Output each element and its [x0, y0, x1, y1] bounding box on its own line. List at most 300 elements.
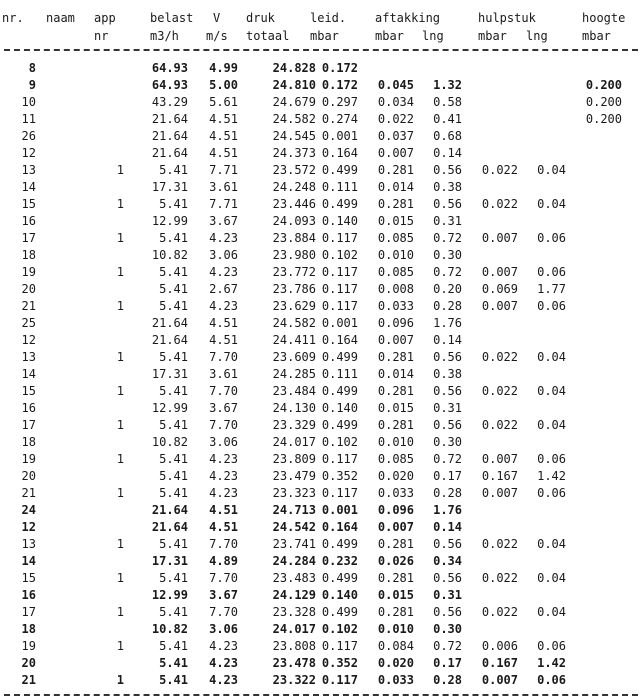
cell-aftakking-lng: 0.56 — [433, 163, 462, 177]
cell-leiding: 0.164 — [321, 520, 358, 534]
cell-hulpstuk-lng: 0.06 — [537, 452, 566, 466]
cell-belast: 5.41 — [159, 418, 188, 432]
header-leid-unit: mbar — [310, 29, 339, 43]
footer-divider — [4, 694, 638, 696]
cell-aftakking-mbar: 0.007 — [377, 520, 414, 534]
header-nr: nr. — [2, 11, 24, 25]
cell-druk-totaal: 24.373 — [272, 146, 316, 160]
cell-aftakking-lng: 0.72 — [433, 265, 462, 279]
cell-leiding: 0.111 — [321, 367, 358, 381]
cell-aftakking-lng: 0.30 — [433, 622, 462, 636]
table-row — [0, 247, 640, 264]
cell-aftakking-mbar: 0.096 — [377, 316, 414, 330]
header-druk: druk — [246, 11, 275, 25]
cell-belast: 5.41 — [159, 163, 188, 177]
cell-belast: 5.41 — [159, 486, 188, 500]
cell-aftakking-lng: 0.72 — [433, 452, 462, 466]
cell-velocity: 3.06 — [209, 248, 238, 262]
cell-velocity: 3.06 — [209, 435, 238, 449]
cell-aftakking-lng: 0.31 — [433, 401, 462, 415]
cell-aftakking-lng: 0.20 — [433, 282, 462, 296]
cell-druk-totaal: 24.093 — [272, 214, 316, 228]
cell-aftakking-lng: 0.28 — [433, 486, 462, 500]
cell-nr: 21 — [21, 486, 36, 500]
header-aftakking-lng: lng — [422, 29, 444, 43]
cell-aftakking-lng: 0.34 — [433, 554, 462, 568]
cell-hulpstuk-mbar: 0.007 — [481, 231, 518, 245]
table-row — [0, 485, 640, 502]
cell-velocity: 4.51 — [209, 333, 238, 347]
cell-aftakking-mbar: 0.085 — [377, 265, 414, 279]
cell-velocity: 7.70 — [209, 537, 238, 551]
cell-aftakking-lng: 0.28 — [433, 673, 462, 687]
cell-aftakking-lng: 0.38 — [433, 367, 462, 381]
cell-druk-totaal: 23.609 — [272, 350, 316, 364]
cell-velocity: 3.61 — [209, 367, 238, 381]
cell-leiding: 0.102 — [321, 622, 358, 636]
cell-leiding: 0.164 — [321, 333, 358, 347]
cell-velocity: 4.51 — [209, 520, 238, 534]
cell-app-nr: 1 — [116, 486, 124, 500]
cell-belast: 43.29 — [151, 95, 188, 109]
table-row — [0, 655, 640, 672]
cell-aftakking-lng: 1.76 — [433, 503, 462, 517]
cell-hulpstuk-mbar: 0.007 — [481, 452, 518, 466]
cell-aftakking-mbar: 0.037 — [377, 129, 414, 143]
cell-aftakking-mbar: 0.034 — [377, 95, 414, 109]
cell-hulpstuk-mbar: 0.167 — [481, 656, 518, 670]
cell-aftakking-mbar: 0.014 — [377, 367, 414, 381]
cell-hulpstuk-lng: 1.42 — [537, 469, 566, 483]
cell-velocity: 7.70 — [209, 350, 238, 364]
cell-belast: 5.41 — [159, 384, 188, 398]
cell-druk-totaal: 23.329 — [272, 418, 316, 432]
cell-druk-totaal: 24.285 — [272, 367, 316, 381]
table-row — [0, 434, 640, 451]
cell-aftakking-mbar: 0.015 — [377, 401, 414, 415]
cell-belast: 5.41 — [159, 452, 188, 466]
cell-hulpstuk-lng: 0.06 — [537, 486, 566, 500]
table-row — [0, 417, 640, 434]
cell-hulpstuk-lng: 0.06 — [537, 639, 566, 653]
cell-velocity: 4.99 — [209, 61, 238, 75]
cell-druk-totaal: 23.323 — [272, 486, 316, 500]
cell-hulpstuk-lng: 0.04 — [537, 350, 566, 364]
cell-druk-totaal: 24.130 — [272, 401, 316, 415]
header-app-unit: nr — [94, 29, 109, 43]
cell-leiding: 0.102 — [321, 248, 358, 262]
table-row — [0, 145, 640, 162]
cell-app-nr: 1 — [116, 452, 124, 466]
table-row — [0, 536, 640, 553]
cell-velocity: 7.71 — [209, 197, 238, 211]
cell-nr: 16 — [21, 588, 36, 602]
header-v-unit: m/s — [206, 29, 228, 43]
header-naam: naam — [46, 11, 75, 25]
table-row — [0, 213, 640, 230]
cell-leiding: 0.117 — [321, 299, 358, 313]
cell-hulpstuk-mbar: 0.022 — [481, 163, 518, 177]
cell-aftakking-mbar: 0.085 — [377, 452, 414, 466]
cell-druk-totaal: 23.479 — [272, 469, 316, 483]
cell-velocity: 4.23 — [209, 639, 238, 653]
cell-druk-totaal: 23.809 — [272, 452, 316, 466]
header-belast-unit: m3/h — [150, 29, 179, 43]
cell-nr: 12 — [21, 520, 36, 534]
cell-druk-totaal: 23.322 — [272, 673, 316, 687]
table-row — [0, 298, 640, 315]
cell-belast: 5.41 — [159, 639, 188, 653]
cell-leiding: 0.117 — [321, 673, 358, 687]
table-row — [0, 604, 640, 621]
cell-aftakking-lng: 0.56 — [433, 571, 462, 585]
cell-nr: 11 — [21, 112, 36, 126]
cell-hulpstuk-lng: 0.04 — [537, 384, 566, 398]
cell-aftakking-lng: 0.31 — [433, 214, 462, 228]
cell-aftakking-lng: 0.28 — [433, 299, 462, 313]
cell-aftakking-mbar: 0.281 — [377, 384, 414, 398]
cell-leiding: 0.352 — [321, 469, 358, 483]
cell-hulpstuk-lng: 0.06 — [537, 231, 566, 245]
cell-nr: 19 — [21, 452, 36, 466]
cell-velocity: 4.23 — [209, 231, 238, 245]
cell-aftakking-mbar: 0.010 — [377, 622, 414, 636]
cell-nr: 16 — [21, 401, 36, 415]
cell-druk-totaal: 23.786 — [272, 282, 316, 296]
cell-aftakking-mbar: 0.281 — [377, 163, 414, 177]
cell-nr: 8 — [28, 61, 36, 75]
table-row — [0, 621, 640, 638]
cell-velocity: 4.51 — [209, 129, 238, 143]
table-row — [0, 162, 640, 179]
table-row — [0, 638, 640, 655]
cell-leiding: 0.499 — [321, 163, 358, 177]
cell-leiding: 0.164 — [321, 146, 358, 160]
cell-nr: 17 — [21, 231, 36, 245]
cell-aftakking-lng: 0.30 — [433, 248, 462, 262]
table-row — [0, 366, 640, 383]
cell-leiding: 0.001 — [321, 129, 358, 143]
cell-nr: 17 — [21, 605, 36, 619]
cell-druk-totaal: 23.483 — [272, 571, 316, 585]
cell-hulpstuk-lng: 0.04 — [537, 605, 566, 619]
cell-leiding: 0.499 — [321, 418, 358, 432]
cell-app-nr: 1 — [116, 418, 124, 432]
cell-aftakking-mbar: 0.007 — [377, 333, 414, 347]
cell-belast: 10.82 — [151, 622, 188, 636]
cell-belast: 17.31 — [151, 180, 188, 194]
table-row — [0, 281, 640, 298]
cell-druk-totaal: 24.545 — [272, 129, 316, 143]
cell-aftakking-lng: 0.30 — [433, 435, 462, 449]
cell-belast: 5.41 — [159, 231, 188, 245]
cell-aftakking-lng: 0.14 — [433, 333, 462, 347]
cell-hulpstuk-mbar: 0.007 — [481, 486, 518, 500]
cell-leiding: 0.117 — [321, 452, 358, 466]
cell-nr: 21 — [21, 673, 36, 687]
cell-aftakking-mbar: 0.033 — [377, 299, 414, 313]
cell-druk-totaal: 23.884 — [272, 231, 316, 245]
cell-leiding: 0.232 — [321, 554, 358, 568]
cell-druk-totaal: 24.017 — [272, 435, 316, 449]
cell-nr: 20 — [21, 282, 36, 296]
cell-aftakking-mbar: 0.014 — [377, 180, 414, 194]
cell-belast: 5.41 — [159, 537, 188, 551]
cell-hulpstuk-mbar: 0.022 — [481, 350, 518, 364]
cell-hulpstuk-mbar: 0.007 — [481, 265, 518, 279]
cell-nr: 20 — [21, 469, 36, 483]
header-belast: belast — [150, 11, 194, 25]
cell-leiding: 0.111 — [321, 180, 358, 194]
cell-aftakking-mbar: 0.010 — [377, 248, 414, 262]
cell-aftakking-lng: 0.38 — [433, 180, 462, 194]
cell-leiding: 0.140 — [321, 214, 358, 228]
cell-belast: 21.64 — [151, 112, 188, 126]
table-row — [0, 77, 640, 94]
cell-nr: 26 — [21, 129, 36, 143]
cell-hulpstuk-mbar: 0.006 — [481, 639, 518, 653]
cell-velocity: 3.67 — [209, 214, 238, 228]
cell-druk-totaal: 24.810 — [272, 78, 316, 92]
table-row — [0, 264, 640, 281]
cell-aftakking-mbar: 0.033 — [377, 673, 414, 687]
cell-aftakking-lng: 0.58 — [433, 95, 462, 109]
cell-aftakking-lng: 0.56 — [433, 350, 462, 364]
cell-belast: 5.41 — [159, 469, 188, 483]
cell-velocity: 4.51 — [209, 146, 238, 160]
cell-leiding: 0.499 — [321, 350, 358, 364]
cell-aftakking-mbar: 0.033 — [377, 486, 414, 500]
cell-nr: 12 — [21, 146, 36, 160]
cell-nr: 13 — [21, 350, 36, 364]
cell-app-nr: 1 — [116, 163, 124, 177]
cell-leiding: 0.117 — [321, 486, 358, 500]
header-divider — [4, 49, 638, 51]
cell-app-nr: 1 — [116, 265, 124, 279]
cell-aftakking-mbar: 0.008 — [377, 282, 414, 296]
cell-aftakking-lng: 0.17 — [433, 469, 462, 483]
cell-leiding: 0.001 — [321, 503, 358, 517]
cell-aftakking-mbar: 0.085 — [377, 231, 414, 245]
cell-hulpstuk-mbar: 0.022 — [481, 418, 518, 432]
cell-belast: 10.82 — [151, 435, 188, 449]
cell-leiding: 0.117 — [321, 282, 358, 296]
cell-velocity: 7.70 — [209, 418, 238, 432]
cell-app-nr: 1 — [116, 673, 124, 687]
cell-druk-totaal: 24.017 — [272, 622, 316, 636]
cell-leiding: 0.117 — [321, 639, 358, 653]
cell-hulpstuk-mbar: 0.007 — [481, 299, 518, 313]
table-row — [0, 519, 640, 536]
cell-velocity: 3.67 — [209, 401, 238, 415]
cell-nr: 25 — [21, 316, 36, 330]
cell-velocity: 4.51 — [209, 112, 238, 126]
cell-belast: 12.99 — [151, 588, 188, 602]
cell-druk-totaal: 23.808 — [272, 639, 316, 653]
cell-aftakking-mbar: 0.281 — [377, 418, 414, 432]
cell-velocity: 4.89 — [209, 554, 238, 568]
cell-aftakking-mbar: 0.096 — [377, 503, 414, 517]
cell-velocity: 7.70 — [209, 384, 238, 398]
cell-aftakking-lng: 1.76 — [433, 316, 462, 330]
header-hulpstuk-lng: lng — [526, 29, 548, 43]
cell-belast: 12.99 — [151, 214, 188, 228]
cell-app-nr: 1 — [116, 605, 124, 619]
cell-aftakking-mbar: 0.281 — [377, 197, 414, 211]
cell-aftakking-mbar: 0.020 — [377, 656, 414, 670]
cell-aftakking-lng: 1.32 — [433, 78, 462, 92]
cell-nr: 16 — [21, 214, 36, 228]
cell-velocity: 4.23 — [209, 469, 238, 483]
header-aftakking: aftakking — [375, 11, 441, 25]
cell-belast: 21.64 — [151, 520, 188, 534]
cell-nr: 19 — [21, 639, 36, 653]
table-row — [0, 60, 640, 77]
cell-app-nr: 1 — [116, 350, 124, 364]
cell-aftakking-mbar: 0.020 — [377, 469, 414, 483]
cell-aftakking-mbar: 0.015 — [377, 588, 414, 602]
cell-aftakking-lng: 0.56 — [433, 605, 462, 619]
table-row — [0, 672, 640, 689]
cell-belast: 21.64 — [151, 333, 188, 347]
cell-belast: 64.93 — [151, 78, 188, 92]
cell-druk-totaal: 24.284 — [272, 554, 316, 568]
cell-aftakking-lng: 0.68 — [433, 129, 462, 143]
cell-aftakking-mbar: 0.281 — [377, 350, 414, 364]
cell-nr: 13 — [21, 537, 36, 551]
cell-belast: 17.31 — [151, 367, 188, 381]
cell-nr: 18 — [21, 248, 36, 262]
cell-druk-totaal: 24.582 — [272, 112, 316, 126]
cell-belast: 21.64 — [151, 503, 188, 517]
cell-leiding: 0.274 — [321, 112, 358, 126]
cell-aftakking-lng: 0.14 — [433, 146, 462, 160]
cell-aftakking-lng: 0.72 — [433, 231, 462, 245]
cell-druk-totaal: 23.446 — [272, 197, 316, 211]
cell-aftakking-mbar: 0.281 — [377, 605, 414, 619]
cell-belast: 5.41 — [159, 197, 188, 211]
cell-nr: 14 — [21, 180, 36, 194]
cell-belast: 5.41 — [159, 282, 188, 296]
cell-nr: 10 — [21, 95, 36, 109]
table-row — [0, 451, 640, 468]
cell-aftakking-mbar: 0.281 — [377, 571, 414, 585]
cell-leiding: 0.172 — [321, 61, 358, 75]
table-row — [0, 332, 640, 349]
cell-hulpstuk-lng: 1.77 — [537, 282, 566, 296]
cell-hulpstuk-mbar: 0.167 — [481, 469, 518, 483]
cell-leiding: 0.499 — [321, 384, 358, 398]
cell-belast: 5.41 — [159, 350, 188, 364]
cell-velocity: 5.00 — [209, 78, 238, 92]
cell-app-nr: 1 — [116, 197, 124, 211]
cell-nr: 14 — [21, 554, 36, 568]
cell-velocity: 7.71 — [209, 163, 238, 177]
cell-velocity: 4.51 — [209, 316, 238, 330]
cell-druk-totaal: 24.129 — [272, 588, 316, 602]
cell-nr: 19 — [21, 265, 36, 279]
cell-nr: 15 — [21, 384, 36, 398]
cell-hulpstuk-mbar: 0.007 — [481, 673, 518, 687]
header-line-1 — [0, 10, 640, 26]
cell-hoogte: 0.200 — [585, 112, 622, 126]
cell-belast: 5.41 — [159, 673, 188, 687]
cell-leiding: 0.499 — [321, 537, 358, 551]
cell-druk-totaal: 24.411 — [272, 333, 316, 347]
table-row — [0, 349, 640, 366]
cell-druk-totaal: 24.679 — [272, 95, 316, 109]
cell-velocity: 4.23 — [209, 299, 238, 313]
cell-nr: 14 — [21, 367, 36, 381]
header-hoogte-unit: mbar — [582, 29, 611, 43]
cell-hulpstuk-lng: 0.06 — [537, 265, 566, 279]
cell-aftakking-mbar: 0.007 — [377, 146, 414, 160]
cell-belast: 5.41 — [159, 299, 188, 313]
cell-hulpstuk-lng: 0.04 — [537, 418, 566, 432]
cell-velocity: 4.23 — [209, 656, 238, 670]
results-table — [0, 60, 640, 689]
cell-app-nr: 1 — [116, 537, 124, 551]
cell-app-nr: 1 — [116, 231, 124, 245]
cell-leiding: 0.117 — [321, 265, 358, 279]
cell-leiding: 0.499 — [321, 571, 358, 585]
cell-druk-totaal: 23.772 — [272, 265, 316, 279]
cell-belast: 10.82 — [151, 248, 188, 262]
cell-belast: 5.41 — [159, 605, 188, 619]
cell-druk-totaal: 23.328 — [272, 605, 316, 619]
cell-nr: 18 — [21, 622, 36, 636]
cell-velocity: 2.67 — [209, 282, 238, 296]
cell-velocity: 3.61 — [209, 180, 238, 194]
cell-belast: 21.64 — [151, 129, 188, 143]
cell-hulpstuk-lng: 0.04 — [537, 571, 566, 585]
cell-nr: 13 — [21, 163, 36, 177]
header-hulpstuk: hulpstuk — [478, 11, 536, 25]
cell-hulpstuk-lng: 0.04 — [537, 163, 566, 177]
table-row — [0, 128, 640, 145]
cell-druk-totaal: 24.582 — [272, 316, 316, 330]
cell-aftakking-lng: 0.14 — [433, 520, 462, 534]
cell-aftakking-lng: 0.31 — [433, 588, 462, 602]
cell-leiding: 0.499 — [321, 197, 358, 211]
header-app: app — [94, 11, 116, 25]
cell-velocity: 4.23 — [209, 673, 238, 687]
header-hoogte: hoogte — [582, 11, 626, 25]
cell-aftakking-mbar: 0.084 — [377, 639, 414, 653]
cell-hulpstuk-mbar: 0.022 — [481, 197, 518, 211]
cell-aftakking-lng: 0.72 — [433, 639, 462, 653]
cell-hulpstuk-mbar: 0.069 — [481, 282, 518, 296]
cell-velocity: 4.23 — [209, 265, 238, 279]
cell-hulpstuk-lng: 1.42 — [537, 656, 566, 670]
cell-aftakking-lng: 0.56 — [433, 197, 462, 211]
cell-aftakking-lng: 0.56 — [433, 537, 462, 551]
cell-nr: 15 — [21, 197, 36, 211]
cell-hulpstuk-mbar: 0.022 — [481, 571, 518, 585]
cell-druk-totaal: 24.248 — [272, 180, 316, 194]
cell-belast: 5.41 — [159, 656, 188, 670]
cell-leiding: 0.297 — [321, 95, 358, 109]
header-leid: leid. — [310, 11, 347, 25]
cell-druk-totaal: 23.572 — [272, 163, 316, 177]
cell-nr: 15 — [21, 571, 36, 585]
cell-velocity: 4.23 — [209, 486, 238, 500]
cell-aftakking-mbar: 0.010 — [377, 435, 414, 449]
table-row — [0, 230, 640, 247]
table-row — [0, 196, 640, 213]
header-hulpstuk-mbar: mbar — [478, 29, 507, 43]
header-line-2 — [0, 28, 640, 44]
